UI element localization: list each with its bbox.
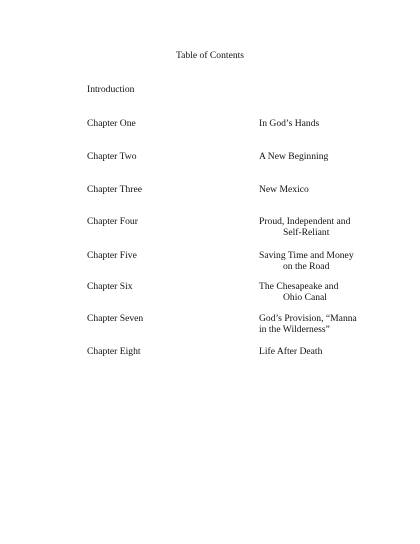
chapter-title-line: in the Wilderness” [259,324,330,335]
chapter-title-line: A New Beginning [259,151,329,162]
chapter-title [259,118,389,129]
chapter-title-line: In God’s Hands [259,118,320,129]
chapter-title-line: on the Road [283,261,330,272]
chapter-label: Chapter Seven [87,313,144,324]
chapter-title-line: God’s Provision, “Manna [259,313,357,324]
chapter-title [259,250,389,272]
chapter-title [259,216,389,238]
chapter-title [259,313,389,335]
chapter-label: Chapter Eight [87,346,141,357]
chapter-title [259,346,389,357]
chapter-label: Chapter One [87,118,136,129]
chapter-title [259,281,389,303]
chapter-title-line: Life After Death [259,346,323,357]
chapter-title-line: Proud, Independent and [259,216,351,227]
chapter-title [259,151,389,162]
chapter-title-line: Ohio Canal [283,292,327,303]
chapter-title-line: Self-Reliant [283,227,330,238]
chapter-label: Chapter Six [87,281,133,292]
chapter-label: Chapter Two [87,151,137,162]
chapter-label: Chapter Three [87,184,142,195]
page-title: Table of Contents [175,50,245,61]
chapter-label: Chapter Four [87,216,138,227]
chapter-title [259,184,389,195]
toc-introduction: Introduction [87,84,135,95]
chapter-title-line: New Mexico [259,184,309,195]
chapter-title-line: Saving Time and Money [259,250,354,261]
chapter-title-line: The Chesapeake and [259,281,339,292]
chapter-label: Chapter Five [87,250,137,261]
